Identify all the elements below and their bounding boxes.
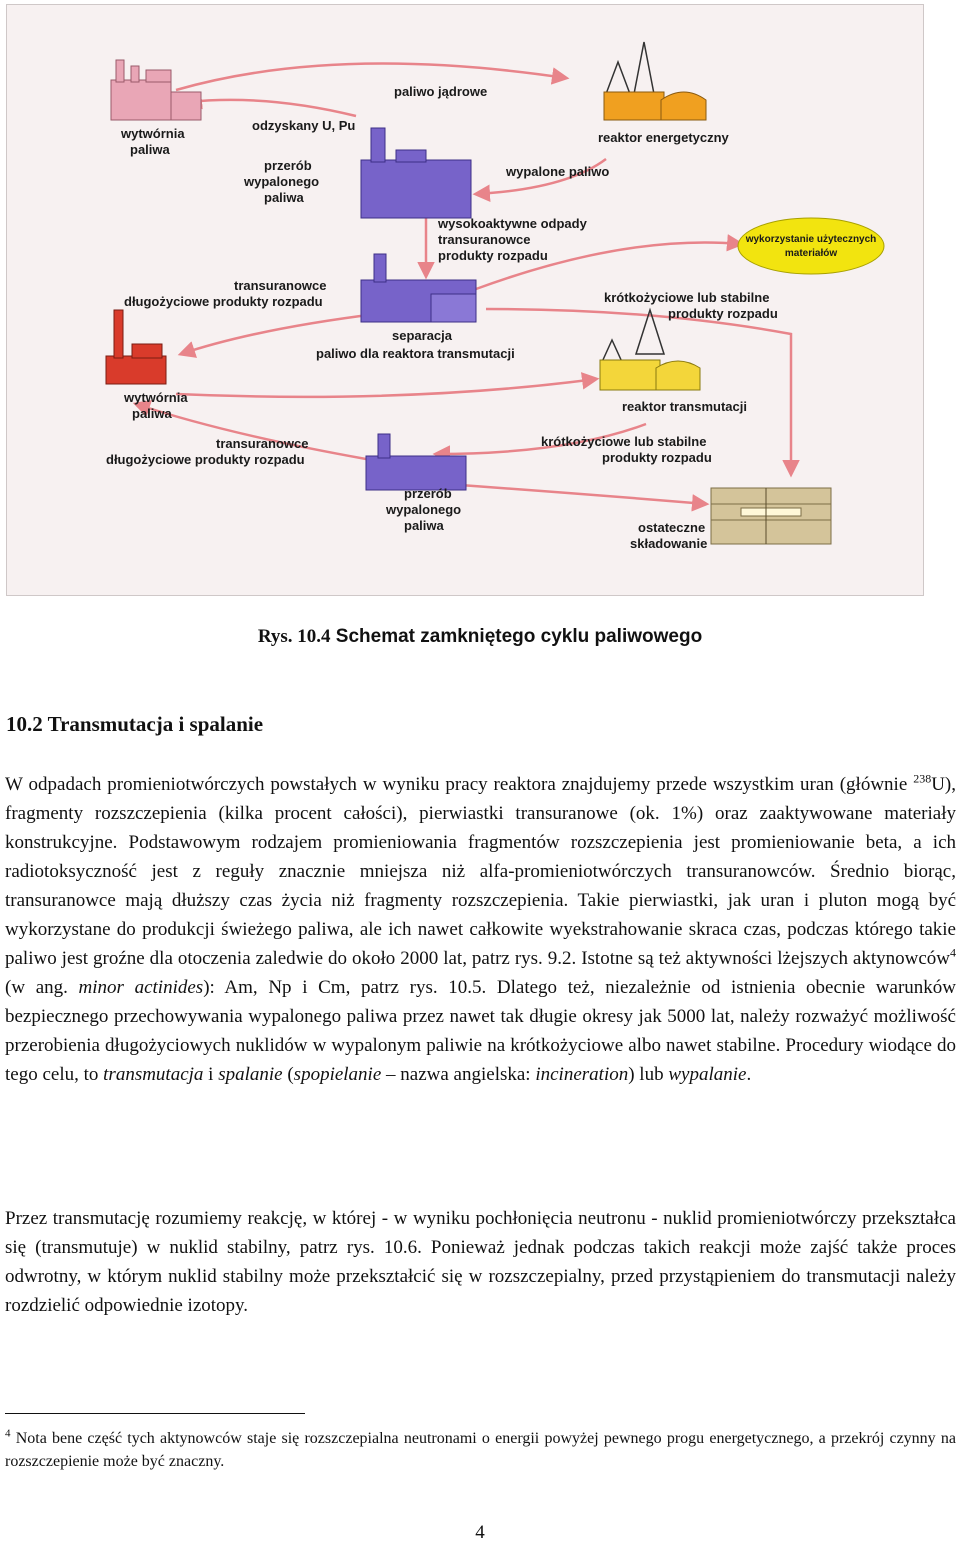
reprocessing-2-label-line2: wypalonego [386, 502, 462, 517]
footnote-number: 4 [5, 1427, 11, 1440]
recovered-u-pu-label: odzyskany U, Pu [252, 118, 356, 133]
high-level-waste-label-line2: transuranowce [438, 232, 531, 247]
paragraph-1: W odpadach promieniotwórczych powstałych w wyniku pracy reaktora znajdujemy przede wszystkim uran (głównie $^{238}$U), fragmenty rozszczepienia (kilka procent całości), pierwiastki transuranowe (ok. 1%) oraz zaaktywowane materiały konstrukcyjne. Podstawowym rodzajem promieniowania fragmentów rozszczepienia jest promieniowanie beta, a ich radiotoksyczność jest z reguły znacznie mniejsza niż alfa-promieniotwórczych transuranowców. Średnio biorąc, transuranowce mają dłuższy czas życia niż fragmenty rozszczepienia. Takie pierwiastki, jak uran i pluton mogą być wykorzystane do produkcji świeżego paliwa, ale ich nawet całkowite wyekstrahowanie skraca czas, podczas którego takie paliwo jest groźne dla otoczenia zaledwie do około 2000 lat, patrz rys. 9.2. Istotne są też aktywności lżejszych aktynowców$^4$ (w ang. minor actinides): Am, Np i Cm, patrz rys. 10.5. Dlatego też, niezależnie od istnienia obecnie warunków bezpiecznego przechowywania wypalonego paliwa przez nawet tak długie okresy jak 5000 lat, należy rozważyć możliwość przerobienia długożyciowych nuklidów w wypalonym paliwie na krótkożyciowe albo nawet stabilne. Procedury wiodące do tego celu, to transmutacja i spalanie (spopielanie – nazwa angielska: incineration) lub wypalanie. [5, 771, 956, 1085]
reprocessing-1-label-line3: paliwa [264, 190, 304, 205]
repository-icon [711, 488, 831, 544]
footnote-reference: 4 [950, 945, 956, 960]
figure-caption [0, 626, 960, 648]
shortlived-2-label-line1: krótkożyciowe lub stabilne [541, 434, 707, 449]
fuel-plant-1-label-line1: wytwórnia [121, 126, 185, 141]
reprocessing-2-label-line3: paliwa [404, 518, 444, 533]
fuel-plant-2-label-line1: wytwórnia [124, 390, 188, 405]
section-heading: 10.2 Transmutacja i spalanie [6, 712, 264, 736]
nuclear-fuel-label: paliwo jądrowe [394, 84, 488, 99]
shortlived-1-label-line1: krótkożyciowe lub stabilne [604, 290, 770, 305]
fuel-plant-1-label-line2: paliwa [130, 142, 170, 157]
transmutation-reactor-label: reaktor transmutacji [622, 399, 747, 414]
reprocessing-1-label-line1: przerób [264, 158, 312, 173]
shortlived-1-label-line2: produkty rozpadu [668, 306, 778, 321]
spent-fuel-label: wypalone paliwo [506, 164, 610, 179]
useful-materials-badge [738, 218, 884, 274]
final-disposal-label-line2: składowanie [630, 536, 708, 551]
footnote [5, 1427, 956, 1473]
reprocessing-1-label-line2: wypalonego [244, 174, 320, 189]
caption-prefix: Rys. 10.4 [257, 626, 331, 647]
footnote-text: Nota bene część tych aktynowców staje się rozszczepialna neutronami o energii powyżej pewnego progu energetycznego, a przekrój czynny na rozszczepienie może być znaczny. [5, 1430, 956, 1470]
separation-label: separacja [392, 328, 452, 343]
shortlived-2-label-line2: produkty rozpadu [602, 450, 712, 465]
high-level-waste-label-line3: produkty rozpadu [438, 248, 548, 263]
reprocessing-2-label-line1: przerób [404, 486, 452, 501]
page-number: 4 [475, 1522, 485, 1543]
transuranics-2-label-line2: długożyciowe produkty rozpadu [106, 452, 305, 467]
transuranics-1-label-line2: długożyciowe produkty rozpadu [124, 294, 323, 309]
svg-text:wykorzystanie użytecznych: wykorzystanie użytecznych [745, 234, 877, 245]
power-reactor-label: reaktor energetyczny [598, 130, 729, 145]
transmutation-fuel-label: paliwo dla reaktora transmutacji [316, 346, 515, 361]
transuranics-1-label-line1: transuranowce [234, 278, 327, 293]
fuel-plant-2-label-line2: paliwa [132, 406, 172, 421]
paragraph-2: Przez transmutację rozumiemy reakcję, w której - w wyniku pochłonięcia neutronu - nuklid promieniotwórczy przekształca się (transmutuje) w nuklid stabilny, patrz rys. 10.6. Ponieważ jednak podczas takich reakcji może zajść także proces odwrotny, w którym nuklid stabilny może przekształcić się w rozszczepialny, przed przystąpieniem do transmutacji należy rozdzielić odpowiednie izotopy. [5, 1208, 956, 1316]
fuel-cycle-diagram [6, 4, 924, 596]
footnote-separator [5, 1413, 305, 1414]
transuranics-2-label-line1: transuranowce [216, 436, 309, 451]
high-level-waste-label-line1: wysokoaktywne odpady [438, 216, 587, 231]
svg-text:materiałów: materiałów [784, 248, 838, 259]
caption-text: Schemat zamkniętego cyklu paliwowego [335, 626, 703, 647]
final-disposal-label-line1: ostateczne [638, 520, 706, 535]
